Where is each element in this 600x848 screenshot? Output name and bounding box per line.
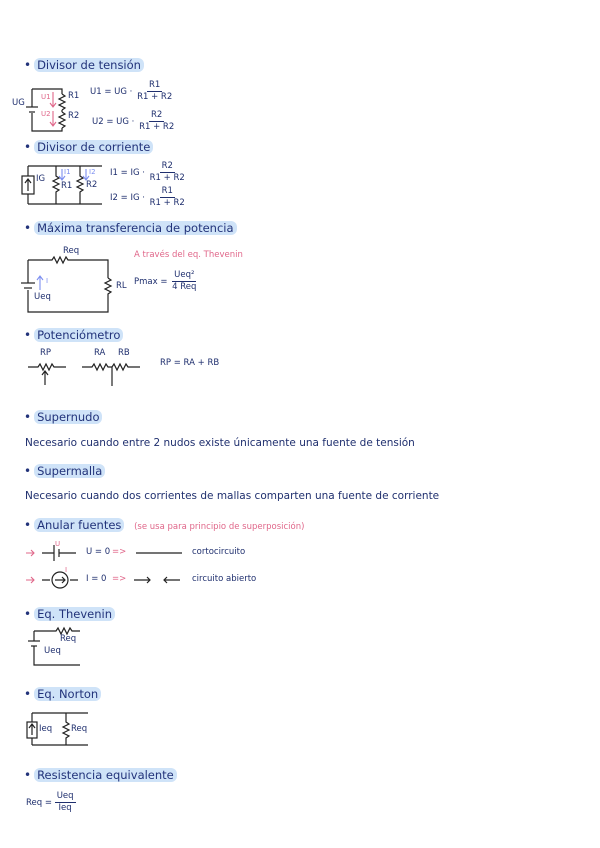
rb-label: RB xyxy=(118,348,130,358)
bullet: • xyxy=(24,58,32,72)
ra-label: RA xyxy=(94,348,106,358)
source-label: IG xyxy=(36,174,46,184)
potentiometer-equation: RP = RA + RB xyxy=(160,358,220,368)
heading-text: Eq. Thevenin xyxy=(34,607,115,621)
thevenin-note: A través del eq. Thevenin xyxy=(134,250,243,260)
supermalla-text: Necesario cuando dos corrientes de mallas comparten una fuente de corriente xyxy=(25,490,440,502)
req-label: Req xyxy=(71,724,88,734)
open-circuit-label: circuito abierto xyxy=(192,574,257,584)
implies-arrow: => xyxy=(112,574,127,584)
equation-lhs: U1 = UG · xyxy=(90,87,133,97)
heading-text: Supermalla xyxy=(34,464,105,478)
u1-label: U1 xyxy=(41,93,51,101)
superposition-note: (se usa para principio de superposición) xyxy=(134,522,305,532)
heading-text: Máxima transferencia de potencia xyxy=(34,221,236,235)
numerator: Ueq² xyxy=(174,270,195,280)
ueq-label: Ueq xyxy=(44,646,61,656)
denominator: R1 + R2 xyxy=(137,92,173,102)
equation-lhs: I1 = IG · xyxy=(110,168,145,178)
heading-text: Anular fuentes xyxy=(34,518,124,532)
bullet: • xyxy=(24,410,32,424)
rl-label: RL xyxy=(116,281,127,291)
heading-text: Resistencia equivalente xyxy=(34,768,177,782)
ueq-label: Ueq xyxy=(34,292,51,302)
numerator: R1 xyxy=(161,186,173,196)
denominator: Ieq xyxy=(58,803,72,813)
current-condition: I = 0 xyxy=(86,574,107,584)
source-label: UG xyxy=(12,98,25,108)
equation-lhs: Pmax = xyxy=(134,277,168,287)
numerator: R2 xyxy=(150,110,163,120)
r1-label: R1 xyxy=(61,181,73,191)
denominator: R1 + R2 xyxy=(149,173,185,183)
r2-label: R2 xyxy=(86,180,98,190)
implies-arrow: => xyxy=(112,547,127,557)
equation-lhs: U2 = UG · xyxy=(92,117,135,127)
heading-text: Potenciómetro xyxy=(34,328,123,342)
numerator: R1 xyxy=(148,80,161,90)
numerator: R2 xyxy=(161,161,173,171)
current-symbol-label: I xyxy=(65,566,68,574)
short-circuit-label: cortocircuito xyxy=(192,547,246,557)
numerator: Ueq xyxy=(56,791,74,801)
heading-text: Divisor de corriente xyxy=(34,140,153,154)
denominator: 4 Req xyxy=(172,282,197,292)
i1-label: I1 xyxy=(64,168,71,176)
i2-label: I2 xyxy=(89,168,96,176)
bullet: • xyxy=(24,518,32,532)
bullet: • xyxy=(24,328,32,342)
heading-text: Supernudo xyxy=(34,410,102,424)
req-label: Req xyxy=(63,246,80,256)
heading-text: Eq. Norton xyxy=(34,687,101,701)
bullet: • xyxy=(24,687,32,701)
bullet: • xyxy=(24,607,32,621)
bullet: • xyxy=(24,464,32,478)
u2-label: U2 xyxy=(41,110,51,118)
r2-label: R2 xyxy=(68,111,80,121)
req-equation xyxy=(26,791,76,814)
fraction xyxy=(55,791,76,814)
r1-label: R1 xyxy=(68,91,80,101)
req-label: Req xyxy=(60,634,77,644)
current-label: I xyxy=(46,277,49,285)
heading-text: Divisor de tensión xyxy=(34,58,144,72)
ieq-label: Ieq xyxy=(39,724,53,734)
bullet: • xyxy=(24,768,32,782)
denominator: R1 + R2 xyxy=(139,122,175,132)
rp-label: RP xyxy=(40,348,52,358)
bullet: • xyxy=(24,221,32,235)
voltage-condition: U = 0 xyxy=(86,547,111,557)
denominator: R1 + R2 xyxy=(149,198,185,208)
equation-lhs: I2 = IG · xyxy=(110,193,145,203)
bullet: • xyxy=(24,140,32,154)
heading-resistencia-equivalente xyxy=(24,768,177,782)
equation-lhs: Req = xyxy=(26,798,52,808)
supernudo-text: Necesario cuando entre 2 nudos existe únicamente una fuente de tensión xyxy=(25,437,415,449)
voltage-symbol-label: U xyxy=(55,540,61,548)
